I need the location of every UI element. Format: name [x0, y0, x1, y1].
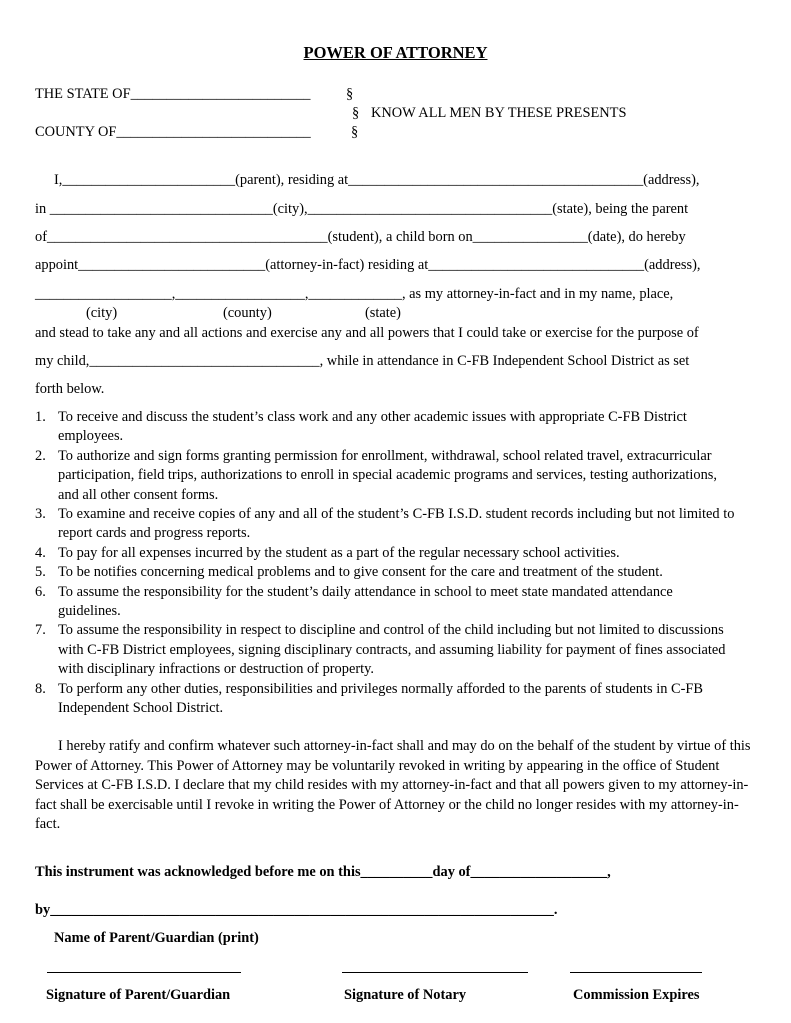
city-state-line: in _______________________________(city),__________________________________(state), being the parent: [35, 201, 689, 217]
ratify-paragraph: I hereby ratify and confirm whatever such attorney-in-fact shall and may do on the behalf of the student by virtue of this Power of Attorney. This Power of Attorney may be voluntarily revoked in writing by appearing in the office of Student Services at C-FB I.S.D. I declare that my child resides with my attorney-in-fact and that all powers given to my attorney-in-fact shall be exercisable until I revoke in writing the Power of Attorney or the child no longer resides with my attorney-in-fact.: [35, 738, 751, 832]
document-title: POWER OF ATTORNEY: [303, 43, 488, 62]
name-print-label: Name of Parent/Guardian (print): [54, 930, 259, 946]
state-line: THE STATE OF_________________________: [35, 86, 311, 102]
state-label: (state): [365, 305, 401, 321]
city-label: (city): [86, 305, 118, 321]
place-line: ___________________,__________________,_____________, as my attorney-in-fact and in my name, place,: [35, 286, 674, 302]
child-line: my child,________________________________, while in attendance in C-FB Independent School District as set: [35, 353, 690, 369]
duties-list: [35, 408, 735, 719]
notary-signature-label: Signature of Notary: [344, 987, 467, 1003]
notary-signature-line: [342, 972, 528, 973]
student-birth-line: of_______________________________________(student), a child born on________________(date), do hereby: [35, 229, 686, 245]
stead-line: and stead to take any and all actions and exercise any and all powers that I could take or exercise for the purpose of: [35, 325, 699, 341]
list-item: 8. To perform any other duties, responsibilities and privileges normally afforded to the parents of students in C-FB Independent School District.: [35, 680, 703, 717]
by-line: by______________________________________________________________________.: [35, 902, 558, 918]
list-item: 6. To assume the responsibility for the student’s daily attendance in school to meet state mandated attendance guidelines.: [35, 583, 673, 620]
know-all-heading: KNOW ALL MEN BY THESE PRESENTS: [371, 105, 627, 121]
county-label: (county): [223, 305, 272, 321]
commission-expires-label: Commission Expires: [573, 987, 700, 1003]
acknowledgment-line: This instrument was acknowledged before me on this__________day of___________________,: [35, 864, 611, 880]
section-mark-1: §: [346, 86, 354, 102]
parent-signature-label: Signature of Parent/Guardian: [46, 987, 231, 1003]
parent-address-line: I,________________________(parent), residing at_________________________________________(address),: [54, 172, 700, 188]
list-item: 5. To be notifies concerning medical problems and to give consent for the care and treatment of the student.: [35, 564, 663, 581]
list-item: 2. To authorize and sign forms granting permission for enrollment, withdrawal, school related travel, extracurricular participation, field trips, authorizations to enroll in special academic programs and services, testing authorizations, and all other consent forms.: [35, 447, 717, 503]
county-line: COUNTY OF___________________________: [35, 124, 311, 140]
list-item: 7. To assume the responsibility in respect to discipline and control of the child including but not limited to discussions with C-FB District employees, signing disciplinary contracts, and assuming liability for payment of fines associated with disciplinary infractions or destruction of property.: [35, 622, 726, 678]
section-mark-3: §: [351, 124, 359, 140]
list-item: 3. To examine and receive copies of any and all of the student’s C-FB I.S.D. student records including but not limited to report cards and progress reports.: [35, 506, 735, 542]
list-item: 4. To pay for all expenses incurred by the student as a part of the regular necessary school activities.: [35, 544, 620, 561]
parent-signature-line: [47, 972, 241, 973]
forth-below-line: forth below.: [35, 381, 105, 397]
section-mark-2: §: [352, 105, 360, 121]
list-item: 1. To receive and discuss the student’s class work and any other academic issues with appropriate C-FB District employees.: [35, 409, 687, 445]
appoint-line: appoint__________________________(attorney-in-fact) residing at______________________________(address),: [35, 257, 701, 273]
commission-expires-line: [570, 972, 702, 973]
